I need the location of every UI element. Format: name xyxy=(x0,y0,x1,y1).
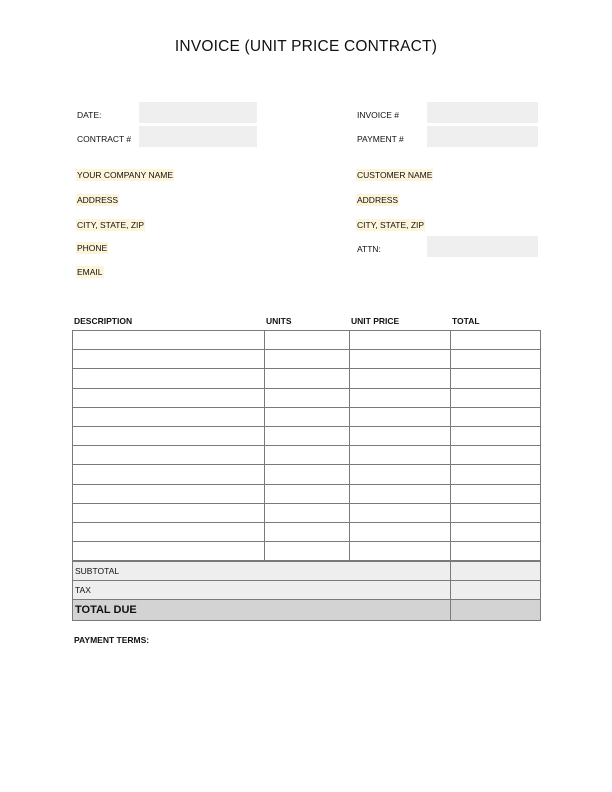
total-cell[interactable] xyxy=(451,426,541,445)
unit-price-cell[interactable] xyxy=(350,542,451,561)
unit-price-cell[interactable] xyxy=(350,522,451,541)
description-cell[interactable] xyxy=(73,484,265,503)
units-cell[interactable] xyxy=(265,331,350,350)
units-cell[interactable] xyxy=(265,350,350,369)
units-cell[interactable] xyxy=(265,465,350,484)
table-row xyxy=(73,331,541,350)
total-cell[interactable] xyxy=(451,350,541,369)
table-row xyxy=(73,503,541,522)
total-cell[interactable] xyxy=(451,331,541,350)
description-cell[interactable] xyxy=(73,407,265,426)
line-items-table xyxy=(72,330,541,561)
invoice-title: INVOICE (UNIT PRICE CONTRACT) xyxy=(174,38,438,55)
col-header-description: DESCRIPTION xyxy=(74,316,133,326)
description-cell[interactable] xyxy=(73,503,265,522)
summary-table xyxy=(72,561,541,621)
col-header-total: TOTAL xyxy=(452,316,480,326)
description-cell[interactable] xyxy=(73,522,265,541)
description-cell[interactable] xyxy=(73,542,265,561)
invoice-number-field[interactable] xyxy=(427,102,538,123)
customer-address[interactable]: ADDRESS xyxy=(357,195,399,205)
total-cell[interactable] xyxy=(451,522,541,541)
contract-field[interactable] xyxy=(139,126,257,147)
subtotal-value[interactable] xyxy=(451,562,541,581)
unit-price-cell[interactable] xyxy=(350,465,451,484)
payment-number-field[interactable] xyxy=(427,126,538,147)
date-label: DATE: xyxy=(77,110,102,120)
total-cell[interactable] xyxy=(451,484,541,503)
col-header-unit-price: UNIT PRICE xyxy=(351,316,400,326)
company-address[interactable]: ADDRESS xyxy=(77,195,119,205)
table-row xyxy=(73,522,541,541)
payment-number-label: PAYMENT # xyxy=(357,134,404,144)
units-cell[interactable] xyxy=(265,484,350,503)
table-row xyxy=(73,542,541,561)
total-cell[interactable] xyxy=(451,369,541,388)
unit-price-cell[interactable] xyxy=(350,426,451,445)
units-cell[interactable] xyxy=(265,369,350,388)
table-row xyxy=(73,369,541,388)
description-cell[interactable] xyxy=(73,465,265,484)
company-name[interactable]: YOUR COMPANY NAME xyxy=(77,170,174,180)
customer-city-state-zip[interactable]: CITY, STATE, ZIP xyxy=(357,220,425,230)
description-cell[interactable] xyxy=(73,446,265,465)
col-header-units: UNITS xyxy=(266,316,292,326)
tax-value[interactable] xyxy=(451,581,541,600)
customer-name[interactable]: CUSTOMER NAME xyxy=(357,170,433,180)
attn-field[interactable] xyxy=(427,236,538,257)
description-cell[interactable] xyxy=(73,388,265,407)
units-cell[interactable] xyxy=(265,388,350,407)
unit-price-cell[interactable] xyxy=(350,484,451,503)
invoice-number-label: INVOICE # xyxy=(357,110,400,120)
total-due-label: TOTAL DUE xyxy=(73,600,451,621)
unit-price-cell[interactable] xyxy=(350,369,451,388)
unit-price-cell[interactable] xyxy=(350,388,451,407)
date-field[interactable] xyxy=(139,102,257,123)
subtotal-label: SUBTOTAL xyxy=(73,562,451,581)
units-cell[interactable] xyxy=(265,426,350,445)
table-row xyxy=(73,388,541,407)
unit-price-cell[interactable] xyxy=(350,331,451,350)
total-due-value[interactable] xyxy=(451,600,541,621)
unit-price-cell[interactable] xyxy=(350,503,451,522)
payment-terms-label: PAYMENT TERMS: xyxy=(74,635,150,645)
company-email[interactable]: EMAIL xyxy=(77,267,103,277)
unit-price-cell[interactable] xyxy=(350,350,451,369)
subtotal-row xyxy=(73,562,541,581)
table-row xyxy=(73,446,541,465)
contract-label: CONTRACT # xyxy=(77,134,132,144)
description-cell[interactable] xyxy=(73,331,265,350)
attn-label: ATTN: xyxy=(357,244,381,254)
table-row xyxy=(73,407,541,426)
tax-label: TAX xyxy=(73,581,451,600)
description-cell[interactable] xyxy=(73,369,265,388)
total-cell[interactable] xyxy=(451,465,541,484)
description-cell[interactable] xyxy=(73,350,265,369)
total-cell[interactable] xyxy=(451,446,541,465)
unit-price-cell[interactable] xyxy=(350,407,451,426)
table-row xyxy=(73,426,541,445)
table-row xyxy=(73,350,541,369)
table-row xyxy=(73,484,541,503)
units-cell[interactable] xyxy=(265,542,350,561)
total-cell[interactable] xyxy=(451,388,541,407)
total-cell[interactable] xyxy=(451,407,541,426)
table-row xyxy=(73,465,541,484)
tax-row xyxy=(73,581,541,600)
unit-price-cell[interactable] xyxy=(350,446,451,465)
total-cell[interactable] xyxy=(451,503,541,522)
units-cell[interactable] xyxy=(265,522,350,541)
company-phone[interactable]: PHONE xyxy=(77,243,108,253)
total-due-row xyxy=(73,600,541,621)
total-cell[interactable] xyxy=(451,542,541,561)
company-city-state-zip[interactable]: CITY, STATE, ZIP xyxy=(77,220,145,230)
description-cell[interactable] xyxy=(73,426,265,445)
units-cell[interactable] xyxy=(265,446,350,465)
units-cell[interactable] xyxy=(265,407,350,426)
units-cell[interactable] xyxy=(265,503,350,522)
